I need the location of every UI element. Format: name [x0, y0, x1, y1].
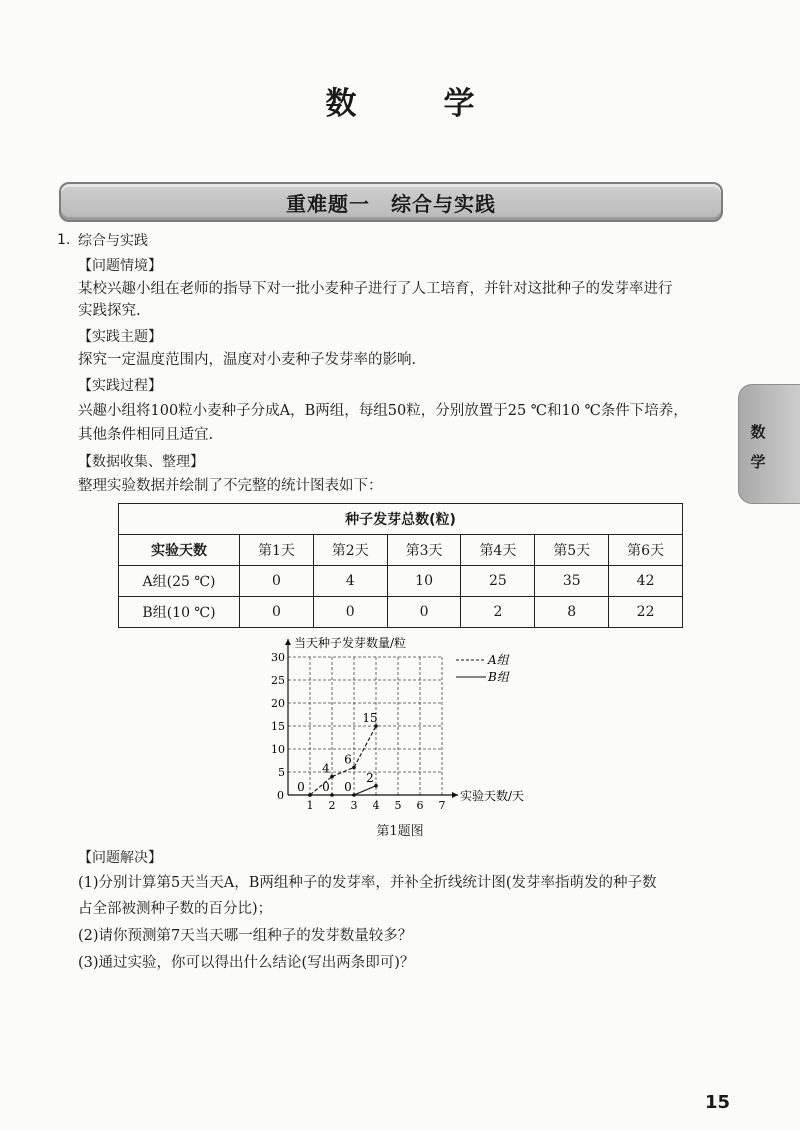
table-header-cell: 第4天 [461, 535, 535, 566]
x-tick-label: 6 [416, 799, 424, 812]
side-tab-char-2: 学 [750, 453, 766, 471]
y-tick-label: 10 [271, 743, 285, 756]
heading-practice-theme: 【实践主题】 [78, 329, 162, 345]
y-tick-label: 20 [271, 697, 285, 710]
table-cell: B组(10 ℃) [119, 597, 240, 628]
data-point [308, 793, 312, 797]
subquestion-1-line2: 占全部被测种子数的百分比)； [78, 901, 273, 917]
heading-problem-solving: 【问题解决】 [78, 850, 162, 866]
table-cell: 0 [240, 566, 314, 597]
table-header-cell: 第2天 [313, 535, 387, 566]
point-label-b: 2 [366, 770, 374, 785]
subquestion-1-line1: (1)分别计算第5天当天A，B两组种子的发芽率，并补全折线统计图(发芽率指萌发的种子数 [78, 875, 657, 891]
data-point [374, 784, 378, 788]
table-cell: A组(25 ℃) [119, 566, 240, 597]
subquestion-3: (3)通过实验，你可以得出什么结论(写出两条即可)？ [78, 955, 415, 971]
figure-caption: 第1题图 [376, 824, 424, 839]
y-tick-label: 25 [271, 674, 285, 687]
series-segment [354, 726, 376, 767]
x-axis-arrow [452, 792, 458, 798]
paragraph-theme: 探究一定温度范围内，温度对小麦种子发芽率的影响. [78, 352, 417, 368]
paragraph-data-intro: 整理实验数据并绘制了不完整的统计图表如下： [78, 478, 383, 494]
paragraph-process-line1: 兴趣小组将100粒小麦种子分成A，B两组，每组50粒，分别放置于25 ℃和10 ℃条件下培养， [78, 403, 688, 419]
x-tick-label: 5 [394, 799, 402, 812]
heading-problem-situation: 【问题情境】 [78, 258, 162, 274]
point-label-a: 0 [297, 780, 305, 794]
table-header-cell: 第6天 [609, 535, 683, 566]
table-cell: 10 [387, 566, 461, 597]
legend-label: B组 [488, 670, 509, 684]
heading-practice-process: 【实践过程】 [78, 378, 162, 394]
table-header-cell: 第5天 [535, 535, 609, 566]
paragraph-process-line2: 其他条件相同且适宜. [78, 427, 214, 443]
germination-table [118, 503, 683, 628]
table-row [119, 566, 683, 597]
origin-label: 0 [277, 789, 284, 802]
data-point [330, 793, 334, 797]
section-title: 重难题一 综合与实践 [286, 192, 496, 216]
table-header-cell: 实验天数 [119, 535, 240, 566]
table-cell: 4 [313, 566, 387, 597]
legend-label: A组 [488, 653, 509, 667]
heading-data-collection: 【数据收集、整理】 [78, 454, 204, 470]
table-cell: 42 [609, 566, 683, 597]
series-segment [354, 786, 376, 795]
chart-grid [288, 657, 442, 795]
point-label-b: 0 [344, 780, 352, 794]
table-cell: 0 [387, 597, 461, 628]
paragraph-situation-line2: 实践探究. [78, 303, 141, 319]
question-number: 1. [57, 232, 71, 248]
table-header-cell: 第1天 [240, 535, 314, 566]
data-point [352, 766, 356, 770]
table-cell: 0 [240, 597, 314, 628]
side-tab-char-1: 数 [750, 423, 766, 441]
table-caption: 种子发芽总数(粒) [119, 504, 683, 535]
table-cell: 25 [461, 566, 535, 597]
y-tick-label: 5 [278, 766, 285, 779]
section-banner [59, 182, 723, 222]
table-header-cell: 第3天 [387, 535, 461, 566]
point-label-a: 4 [322, 761, 330, 776]
page-number: 15 [705, 1092, 731, 1113]
x-tick-label: 3 [350, 799, 358, 812]
page-title: 数 学 [325, 86, 503, 122]
table-cell: 2 [461, 597, 535, 628]
point-label-a: 15 [362, 711, 378, 725]
x-tick-label: 4 [372, 799, 380, 812]
paragraph-situation-line1: 某校兴趣小组在老师的指导下对一批小麦种子进行了人工培育，并针对这批种子的发芽率进行 [78, 281, 673, 297]
table-cell: 8 [535, 597, 609, 628]
y-axis-arrow [285, 639, 291, 645]
chart-series [308, 724, 378, 797]
table-row [119, 597, 683, 628]
data-point [352, 793, 356, 797]
x-tick-label: 2 [328, 799, 336, 812]
germination-line-chart [258, 630, 558, 820]
subquestion-2: (2)请你预测第7天当天哪一组种子的发芽数量较多？ [78, 928, 413, 944]
x-tick-label: 7 [438, 799, 446, 812]
y-axis-title: 当天种子发芽数量/粒 [294, 636, 407, 650]
table-cell: 35 [535, 566, 609, 597]
data-point [330, 775, 334, 779]
subject-side-tab [738, 384, 800, 504]
chart-labels [271, 635, 524, 812]
point-label-a: 6 [344, 752, 352, 767]
table-cell: 22 [609, 597, 683, 628]
y-tick-label: 15 [271, 720, 285, 733]
table-cell: 0 [313, 597, 387, 628]
x-tick-label: 1 [306, 799, 314, 812]
x-axis-title: 实验天数/天 [460, 789, 525, 803]
y-tick-label: 30 [271, 651, 285, 664]
point-label-b: 0 [322, 780, 330, 794]
question-title: 综合与实践 [78, 233, 148, 249]
